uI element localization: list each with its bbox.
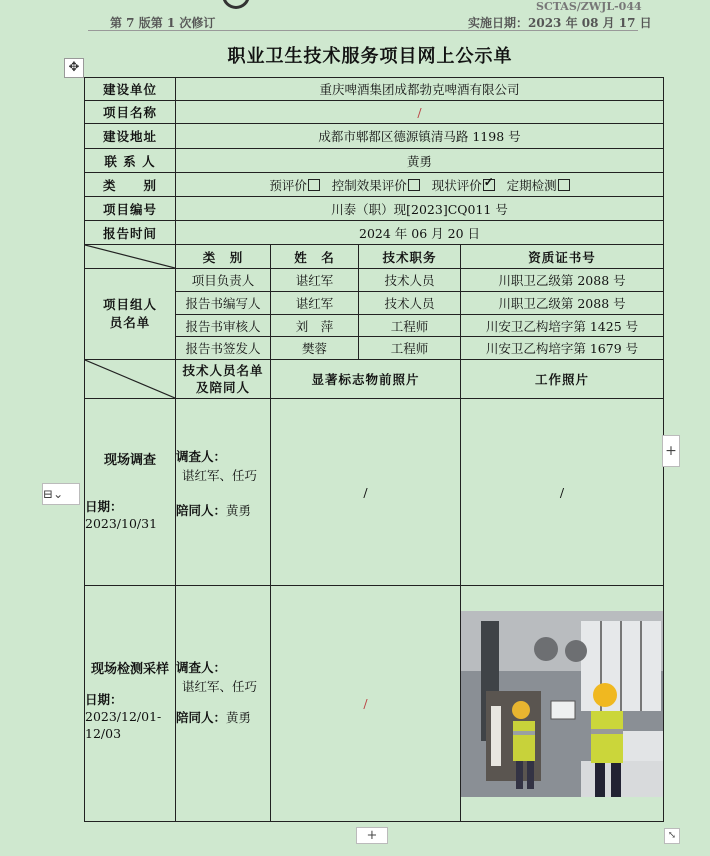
staff-title: 工程师 [359, 315, 461, 337]
diagonal-cell [85, 245, 176, 269]
survey-info-cell [85, 399, 176, 586]
staff-title: 工程师 [359, 337, 461, 360]
report-time-label: 报告时间 [85, 221, 176, 245]
sampling-investigator-label: 调查人： [176, 660, 227, 675]
project-no-label: 项目编号 [85, 197, 176, 221]
row-layout-icon: ⊟ [43, 487, 54, 501]
diagonal-cell [85, 360, 176, 399]
table-move-icon[interactable]: ✥ [64, 58, 84, 78]
photo-header-row [85, 360, 664, 399]
project-no-value: 川泰（职）现[2023]CQ011 号 [176, 197, 664, 221]
row-options-control[interactable] [42, 483, 80, 505]
staff-row [85, 269, 664, 292]
survey-work-slash: / [559, 484, 565, 500]
checkbox-periodic[interactable] [558, 179, 570, 191]
sampling-staff-cell [176, 586, 271, 822]
project-name-value: / [176, 101, 664, 124]
survey-escort: 黄勇 [226, 503, 252, 518]
table-resize-icon[interactable]: ⤡ [664, 828, 680, 844]
staff-header-row [85, 245, 664, 269]
checkbox-status-eval-checked[interactable] [483, 179, 495, 191]
survey-investigator-label: 调查人： [176, 449, 227, 464]
construction-unit-value: 重庆啤酒集团成都勃克啤酒有限公司 [176, 78, 664, 101]
construction-unit-label: 建设单位 [85, 78, 176, 101]
row-address [85, 124, 664, 149]
doc-code: SCTAS/ZWJL-044 [536, 0, 642, 13]
staff-name: 樊蓉 [271, 337, 359, 360]
contact-label: 联 系 人 [85, 149, 176, 173]
effective-date: 实施日期：2023 年 08 月 17 日 [468, 16, 652, 30]
survey-escort-label: 陪同人： [176, 503, 227, 518]
staff-cert: 川职卫乙级第 2088 号 [461, 269, 664, 292]
survey-landmark-slash: / [363, 484, 368, 500]
staff-name: 谌红军 [271, 292, 359, 315]
chevron-down-icon: ⌄ [53, 487, 64, 501]
address-value: 成都市郫都区德源镇清马路 1198 号 [176, 124, 664, 149]
add-row-button[interactable]: + [356, 827, 388, 844]
sampling-info-cell [85, 586, 176, 822]
staff-role: 报告书签发人 [176, 337, 271, 360]
photo-header-landmark: 显著标志物前照片 [271, 360, 461, 399]
survey-title: 现场调查 [103, 453, 156, 468]
work-photo-image [461, 611, 664, 797]
staff-header-name: 姓 名 [271, 245, 359, 269]
staff-cert: 川职卫乙级第 2088 号 [461, 292, 664, 315]
staff-role: 报告书审核人 [176, 315, 271, 337]
staff-name: 刘 萍 [271, 315, 359, 337]
survey-work-photo [461, 399, 664, 586]
project-name-label: 项目名称 [85, 101, 176, 124]
page-title: 职业卫生技术服务项目网上公示单 [227, 46, 513, 67]
survey-landmark-photo [271, 399, 461, 586]
sampling-landmark-photo [271, 586, 461, 822]
row-contact [85, 149, 664, 173]
staff-header-category: 类 别 [176, 245, 271, 269]
survey-investigators: 谌红军、任巧 [182, 468, 258, 483]
logo-mark [222, 0, 250, 9]
row-construction-unit [85, 78, 664, 101]
report-time-value: 2024 年 06 月 20 日 [176, 221, 664, 245]
staff-role: 报告书编写人 [176, 292, 271, 315]
header-rule [88, 30, 638, 31]
sampling-date: 2023/12/01-12/03 [85, 709, 162, 741]
sampling-investigators: 谌红军、任巧 [182, 679, 258, 694]
checkbox-control-eval[interactable] [408, 179, 420, 191]
staff-title: 技术人员 [359, 292, 461, 315]
row-project-no [85, 197, 664, 221]
sampling-title: 现场检测采样 [90, 662, 169, 677]
photo-header-staff: 技术人员名单及陪同人 [176, 360, 271, 399]
category-status-eval: 现状评价 [431, 177, 482, 193]
survey-date: 2023/10/31 [85, 516, 158, 531]
sampling-landmark-slash: / [363, 696, 368, 711]
staff-cert: 川安卫乙构培字第 1679 号 [461, 337, 664, 360]
row-category [85, 173, 664, 197]
photo-header-work: 工作照片 [461, 360, 664, 399]
staff-cert: 川安卫乙构培字第 1425 号 [461, 315, 664, 337]
row-report-time [85, 221, 664, 245]
survey-date-label: 日期： [85, 499, 123, 514]
address-label: 建设地址 [85, 124, 176, 149]
sampling-row [85, 586, 664, 822]
category-options [176, 173, 664, 197]
survey-staff-cell [176, 399, 271, 586]
contact-value: 黄勇 [176, 149, 664, 173]
staff-header-cert: 资质证书号 [461, 245, 664, 269]
survey-row [85, 399, 664, 586]
sampling-escort: 黄勇 [226, 710, 252, 725]
staff-title: 技术人员 [359, 269, 461, 292]
sampling-escort-label: 陪同人： [176, 710, 227, 725]
category-pre-eval: 预评价 [269, 177, 307, 193]
category-label: 类 别 [85, 173, 176, 197]
staff-role: 项目负责人 [176, 269, 271, 292]
row-project-name [85, 101, 664, 124]
staff-group-label: 项目组人员名单 [85, 269, 176, 360]
version-label: 第 7 版第 1 次修订 [110, 16, 216, 30]
category-periodic: 定期检测 [506, 177, 557, 193]
add-column-button[interactable]: + [662, 435, 680, 467]
staff-name: 谌红军 [271, 269, 359, 292]
sampling-date-label: 日期： [85, 692, 123, 707]
checkbox-pre-eval[interactable] [308, 179, 320, 191]
notice-table [84, 77, 664, 822]
category-control-eval: 控制效果评价 [331, 177, 407, 193]
staff-header-title: 技术职务 [359, 245, 461, 269]
sampling-work-photo-cell [461, 586, 664, 822]
